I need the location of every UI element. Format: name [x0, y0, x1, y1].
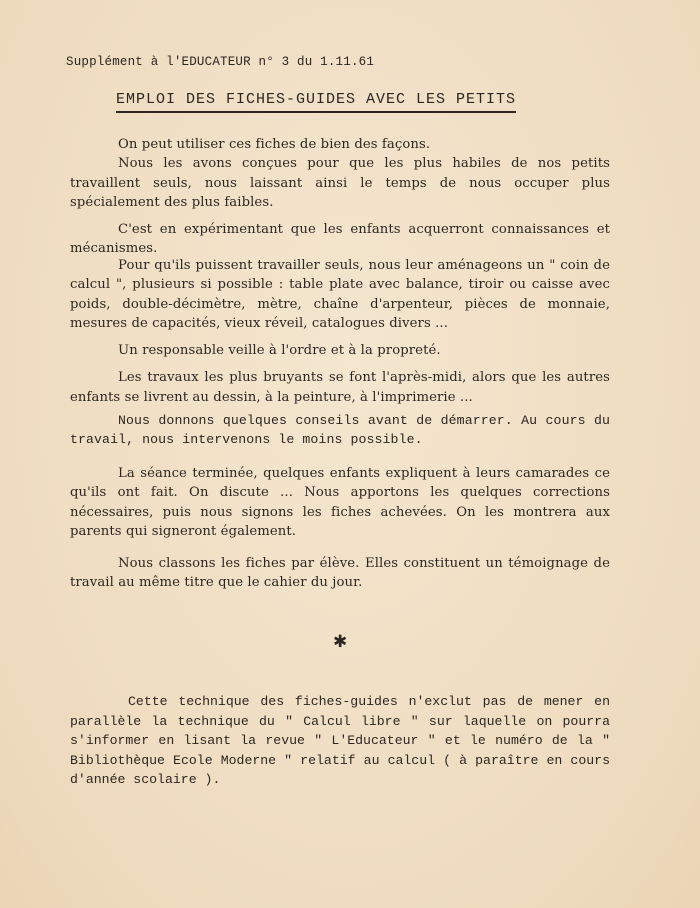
document-title: EMPLOI DES FICHES-GUIDES AVEC LES PETITS	[116, 91, 516, 113]
paragraph-noisy-work: Les travaux les plus bruyants se font l'après-midi, alors que les autres enfants se livrent au dessin, à la peinture, à l'imprimerie ...	[70, 370, 610, 405]
paragraph-calc-corner: Pour qu'ils puissent travailler seuls, nous leur aménageons un " coin de calcul ", plusieurs si possible : table plate avec balance, tiroir ou caisse avec poids, double-décimètre, mètre, chaîne d'arpenteur, pièces de monnaie, mesures de capacités, vieux réveil, catalogues divers ...	[70, 258, 610, 331]
paragraph-classify: Nous classons les fiches par élève. Elles constituent un témoignage de travail au même titre que le cahier du jour.	[70, 556, 610, 591]
closing-section	[70, 692, 610, 790]
body-section-4	[70, 464, 610, 541]
paragraph-design: Nous les avons conçues pour que les plus habiles de nos petits travaillent seuls, nous laissant ainsi le temps de nous occuper plus spécialement des plus faibles.	[70, 156, 610, 210]
paragraph-session-end: La séance terminée, quelques enfants expliquent à leurs camarades ce qu'ils ont fait. On discute ... Nous apportons les quelques corrections nécessaires, puis nous signons les fiches achevées. On les montrera aux parents qui signeront également.	[70, 466, 610, 539]
paragraph-closing: Cette technique des fiches-guides n'exclut pas de mener en parallèle la technique du " Calcul libre " sur laquelle on pourra s'informer en lisant la revue " L'Educateur " et le numéro de la " Bibliothèque Ecole Moderne " relatif au calcul ( à paraître en cours d'année scolaire ).	[70, 694, 610, 788]
paragraph-responsible: Un responsable veille à l'ordre et à la propreté.	[118, 343, 441, 359]
paragraph-advice: Nous donnons quelques conseils avant de démarrer. Au cours du travail, nous intervenons le moins possible.	[70, 413, 610, 448]
paragraph-experiment: C'est en expérimentant que les enfants acquerront connaissances et mécanismes.	[70, 222, 610, 257]
body-section-3	[70, 411, 610, 450]
paragraph-intro: On peut utiliser ces fiches de bien des façons.	[118, 137, 431, 152]
asterisk-separator: ✱	[333, 632, 348, 652]
body-section-2	[70, 256, 610, 407]
body-section-1	[70, 135, 610, 259]
supplement-header: Supplément à l'EDUCATEUR n° 3 du 1.11.61	[66, 55, 375, 69]
body-section-5	[70, 554, 610, 593]
